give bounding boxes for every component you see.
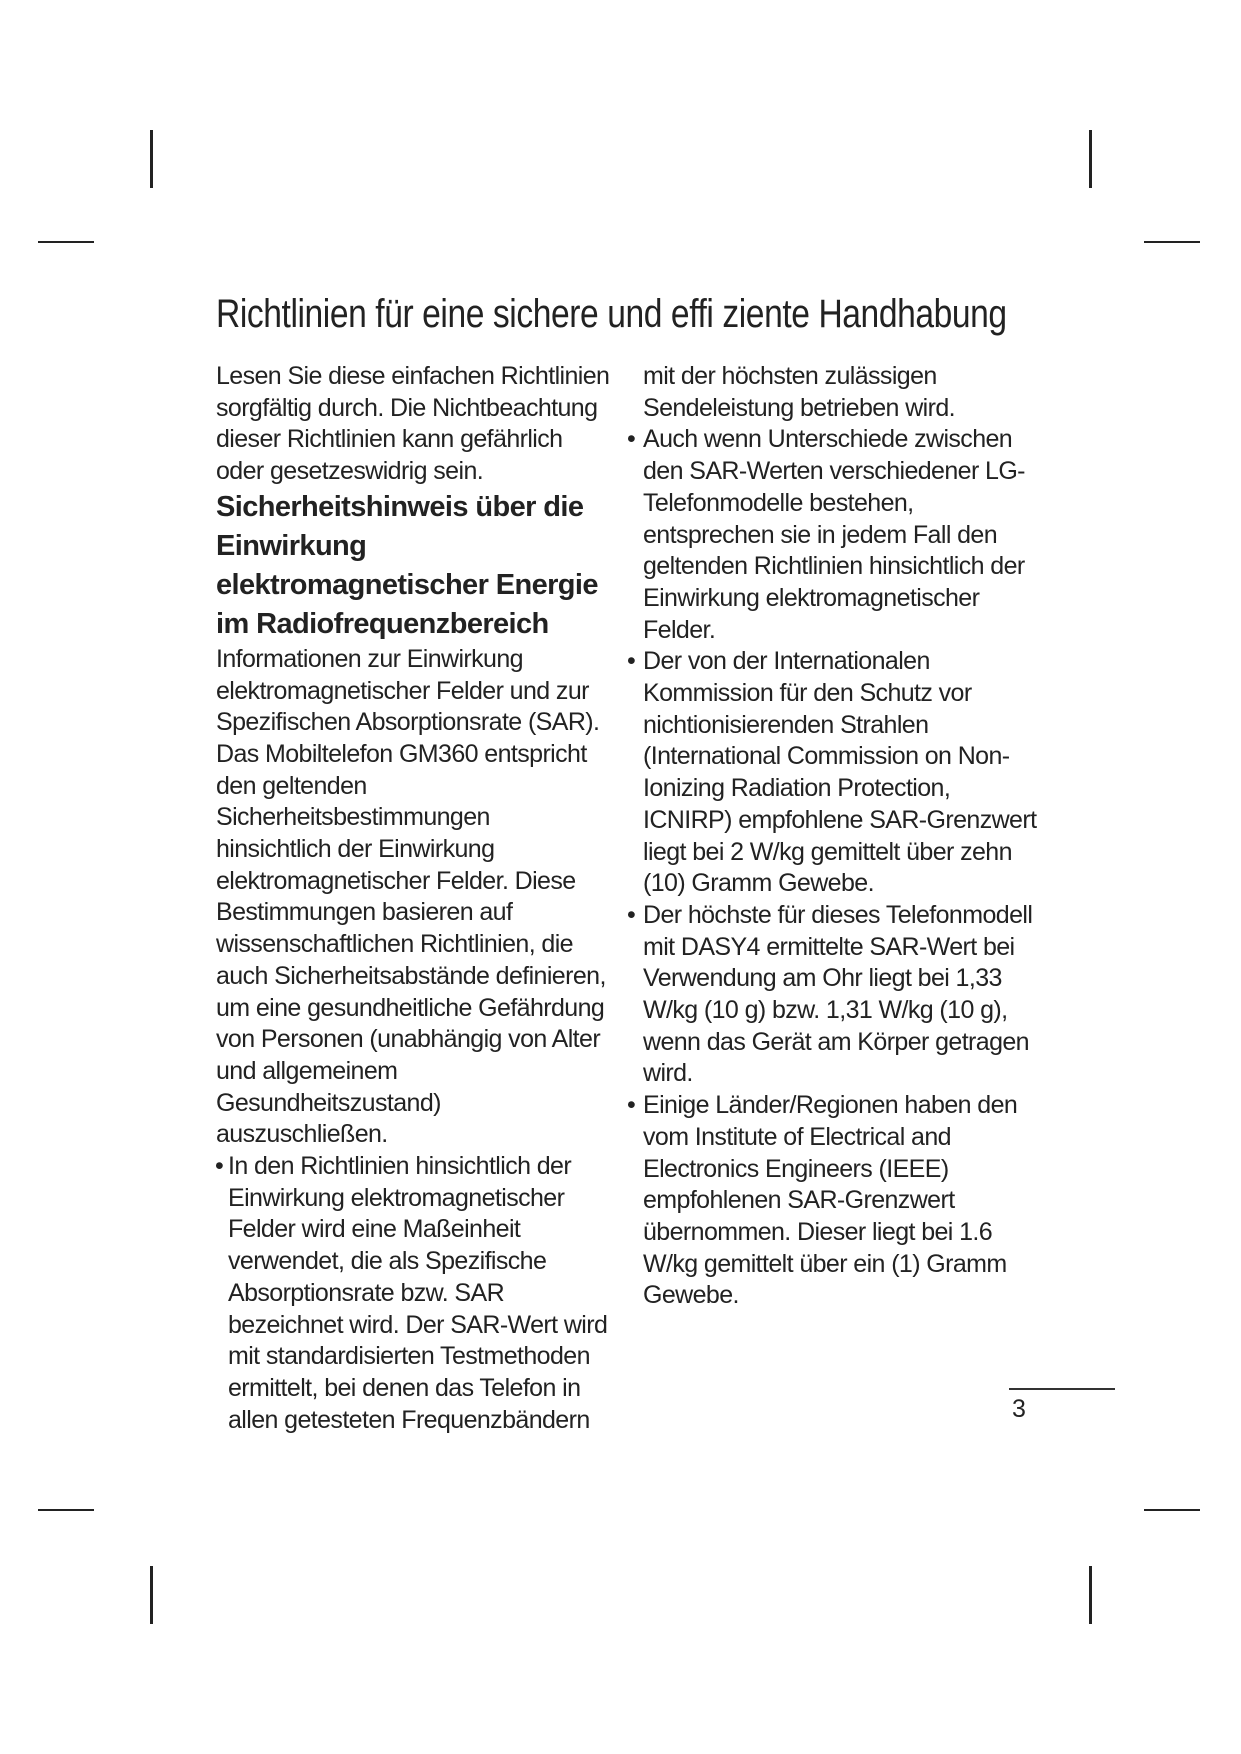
page-number: 3 bbox=[1012, 1395, 1026, 1423]
left-column bbox=[216, 361, 611, 1436]
list-item: • In den Richtlinien hinsichtlich der Einwirkung elektromagnetischer Felder wird eine Maßeinheit verwendet, die als Spezifische Absorptionsrate bzw. SAR bezeichnet wird. Der SAR-Wert wird mit standardisierten Testmethoden ermittelt, bei denen das Telefon in allen getesteten Frequenzbändern bbox=[216, 1151, 611, 1436]
crop-mark-top-right-vertical bbox=[1089, 130, 1092, 188]
crop-mark-top-left-vertical bbox=[150, 130, 153, 188]
list-item: • Auch wenn Unterschiede zwischen den SAR-Werten verschiedener LG-Telefonmodelle bestehen, entsprechen sie in jedem Fall den geltenden Richtlinien hinsichtlich der Einwirkung elektromagnetischer Felder. bbox=[643, 424, 1043, 646]
crop-mark-bottom-left-vertical bbox=[150, 1566, 153, 1624]
page-title: Richtlinien für eine sichere und effi ziente Handhabung bbox=[216, 292, 1007, 336]
section-heading: Sicherheitshinweis über die Einwirkung elektromagnetischer Energie im Radiofrequenzbereich bbox=[216, 490, 598, 640]
page-number-rule bbox=[1009, 1388, 1115, 1390]
body-paragraph: Informationen zur Einwirkung elektromagnetischer Felder und zur Spezifischen Absorptionsrate (SAR). Das Mobiltelefon GM360 entspricht den geltenden Sicherheitsbestimmungen hinsichtlich der Einwirkung elektromagnetischer Felder. Diese Bestimmungen basieren auf wissenschaftlichen Richtlinien, die auch Sicherheitsabstände definieren, um eine gesundheitliche Gefährdung von Personen (unabhängig von Alter und allgemeinem Gesundheitszustand) auszuschließen. bbox=[216, 644, 606, 1149]
list-item: • Einige Länder/Regionen haben den vom Institute of Electrical and Electronics Engineers (IEEE) empfohlenen SAR-Grenzwert übernommen. Dieser liegt bei 1.6 W/kg gemittelt über ein (1) Gramm Gewebe. bbox=[643, 1090, 1043, 1312]
intro-paragraph: Lesen Sie diese einfachen Richtlinien sorgfältig durch. Die Nichtbeachtung dieser Richtlinien kann gefährlich oder gesetzeswidrig sein. bbox=[216, 362, 610, 486]
crop-mark-top-left-horizontal bbox=[38, 241, 94, 243]
continuation-paragraph: mit der höchsten zulässigen Sendeleistung betrieben wird. bbox=[643, 362, 955, 422]
list-item: • Der höchste für dieses Telefonmodell mit DASY4 ermittelte SAR-Wert bei Verwendung am Ohr liegt bei 1,33 W/kg (10 g) bzw. 1,31 W/kg (10 g), wenn das Gerät am Körper getragen wird. bbox=[643, 900, 1043, 1090]
crop-mark-bottom-right-vertical bbox=[1089, 1566, 1092, 1624]
crop-mark-bottom-right-horizontal bbox=[1144, 1509, 1200, 1511]
crop-mark-top-right-horizontal bbox=[1144, 241, 1200, 243]
crop-mark-bottom-left-horizontal bbox=[38, 1509, 94, 1511]
right-column bbox=[643, 361, 1043, 1312]
list-item: • Der von der Internationalen Kommission für den Schutz vor nichtionisierenden Strahlen (International Commission on Non-Ionizing Radiation Protection, ICNIRP) empfohlene SAR-Grenzwert liegt bei 2 W/kg gemittelt über zehn (10) Gramm Gewebe. bbox=[643, 646, 1043, 900]
